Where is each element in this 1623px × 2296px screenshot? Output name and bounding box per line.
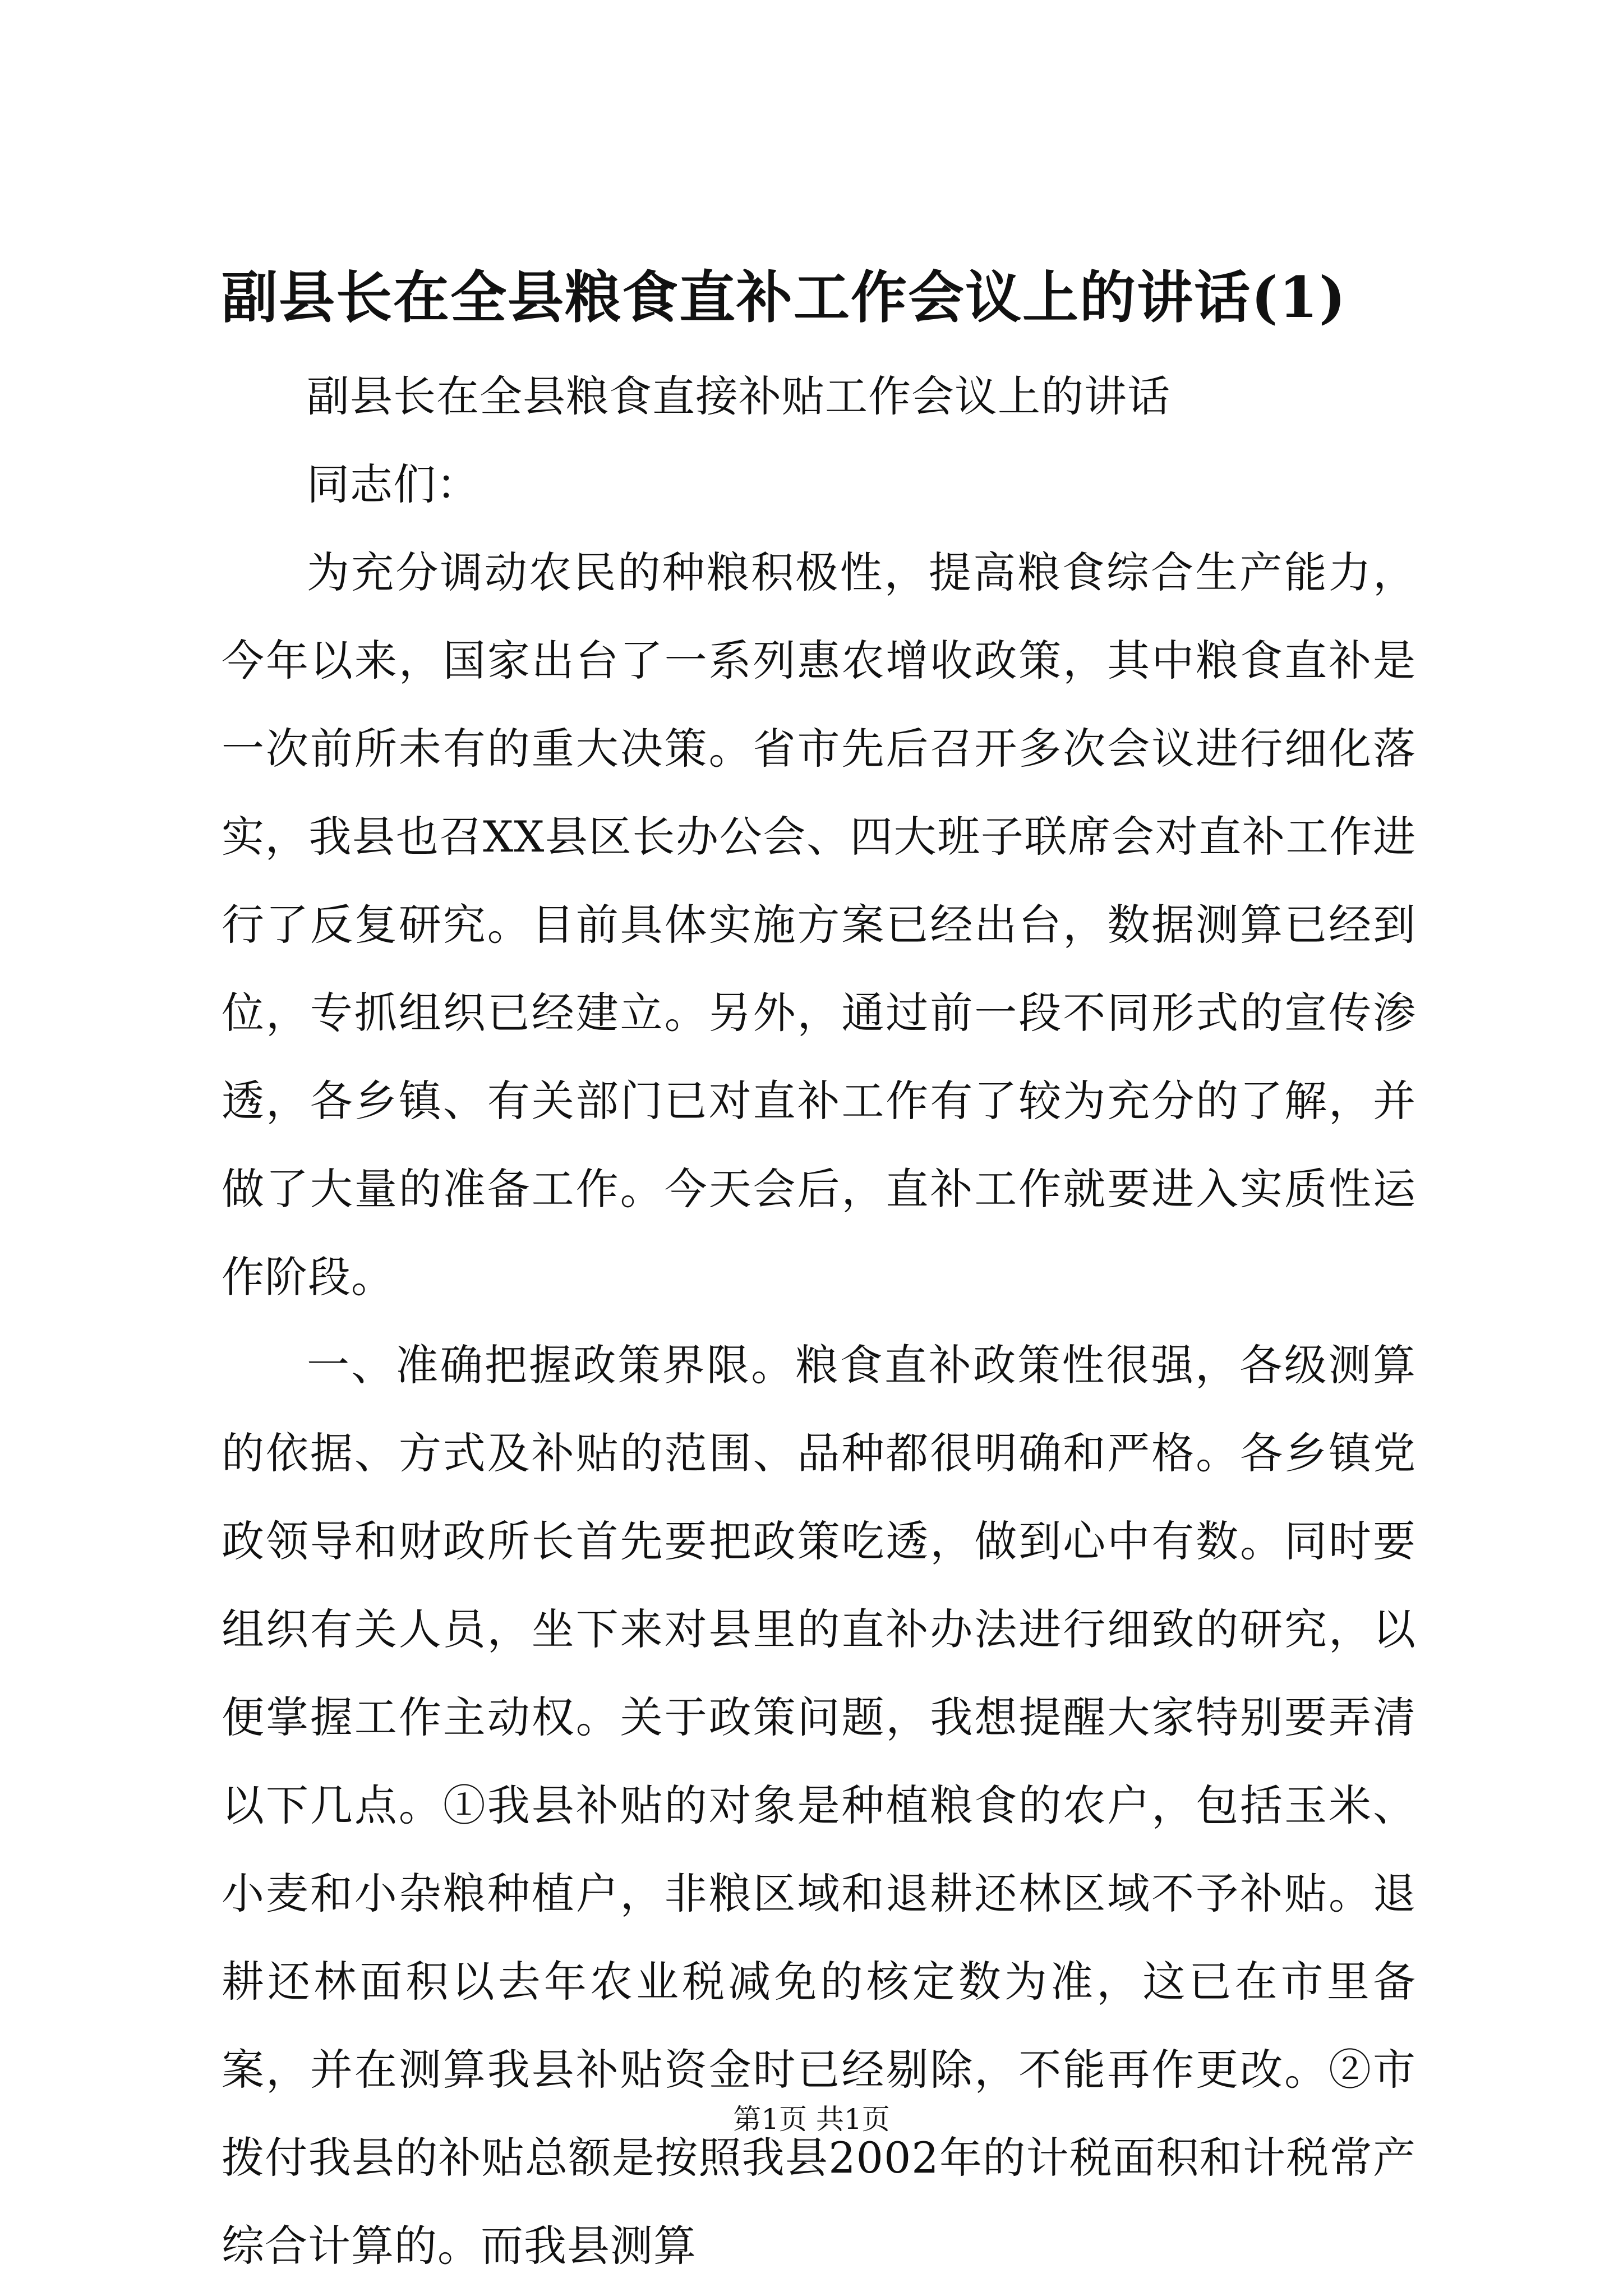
document-title: 副县长在全县粮食直补工作会议上的讲话(1) — [222, 264, 1347, 330]
document-body — [222, 352, 1416, 2290]
page-footer: 第1页 共1页 — [733, 2103, 890, 2136]
body-paragraph-section-one: 一、准确把握政策界限。粮食直补政策性很强，各级测算的依据、方式及补贴的范围、品种都很明确和严格。各乡镇党政领导和财政所长首先要把政策吃透，做到心中有数。同时要组织有关人员，坐下来对县里的直补办法进行细致的研究，以便掌握工作主动权。关于政策问题，我想提醒大家特别要弄清以下几点。①我县补贴的对象是种植粮食的农户，包括玉米、小麦和小杂粮种植户，非粮区域和退耕还林区域不予补贴。退耕还林面积以去年农业税减免的核定数为准，这已在市里备案，并在测算我县补贴资金时已经剔除，不能再作更改。②市拨付我县的补贴总额是按照我县2002年的计税面积和计税常产综合计算的。而我县测算 — [222, 1340, 1416, 2271]
salutation-paragraph: 同志们： — [307, 459, 479, 509]
body-paragraph-intro: 为充分调动农民的种粮积极性，提高粮食综合生产能力，今年以来，国家出台了一系列惠农增收政策，其中粮食直补是一次前所未有的重大决策。省市先后召开多次会议进行细化落实，我县也召XX县区长办公会、四大班子联席会对直补工作进行了反复研究。目前具体实施方案已经出台，数据测算已经到位，专抓组织已经建立。另外，通过前一段不同形式的宣传渗透，各乡镇、有关部门已对直补工作有了较为充分的了解，并做了大量的准备工作。今天会后，直补工作就要进入实质性运作阶段。 — [222, 547, 1416, 1302]
subtitle-paragraph: 副县长在全县粮食直接补贴工作会议上的讲话 — [307, 371, 1170, 421]
